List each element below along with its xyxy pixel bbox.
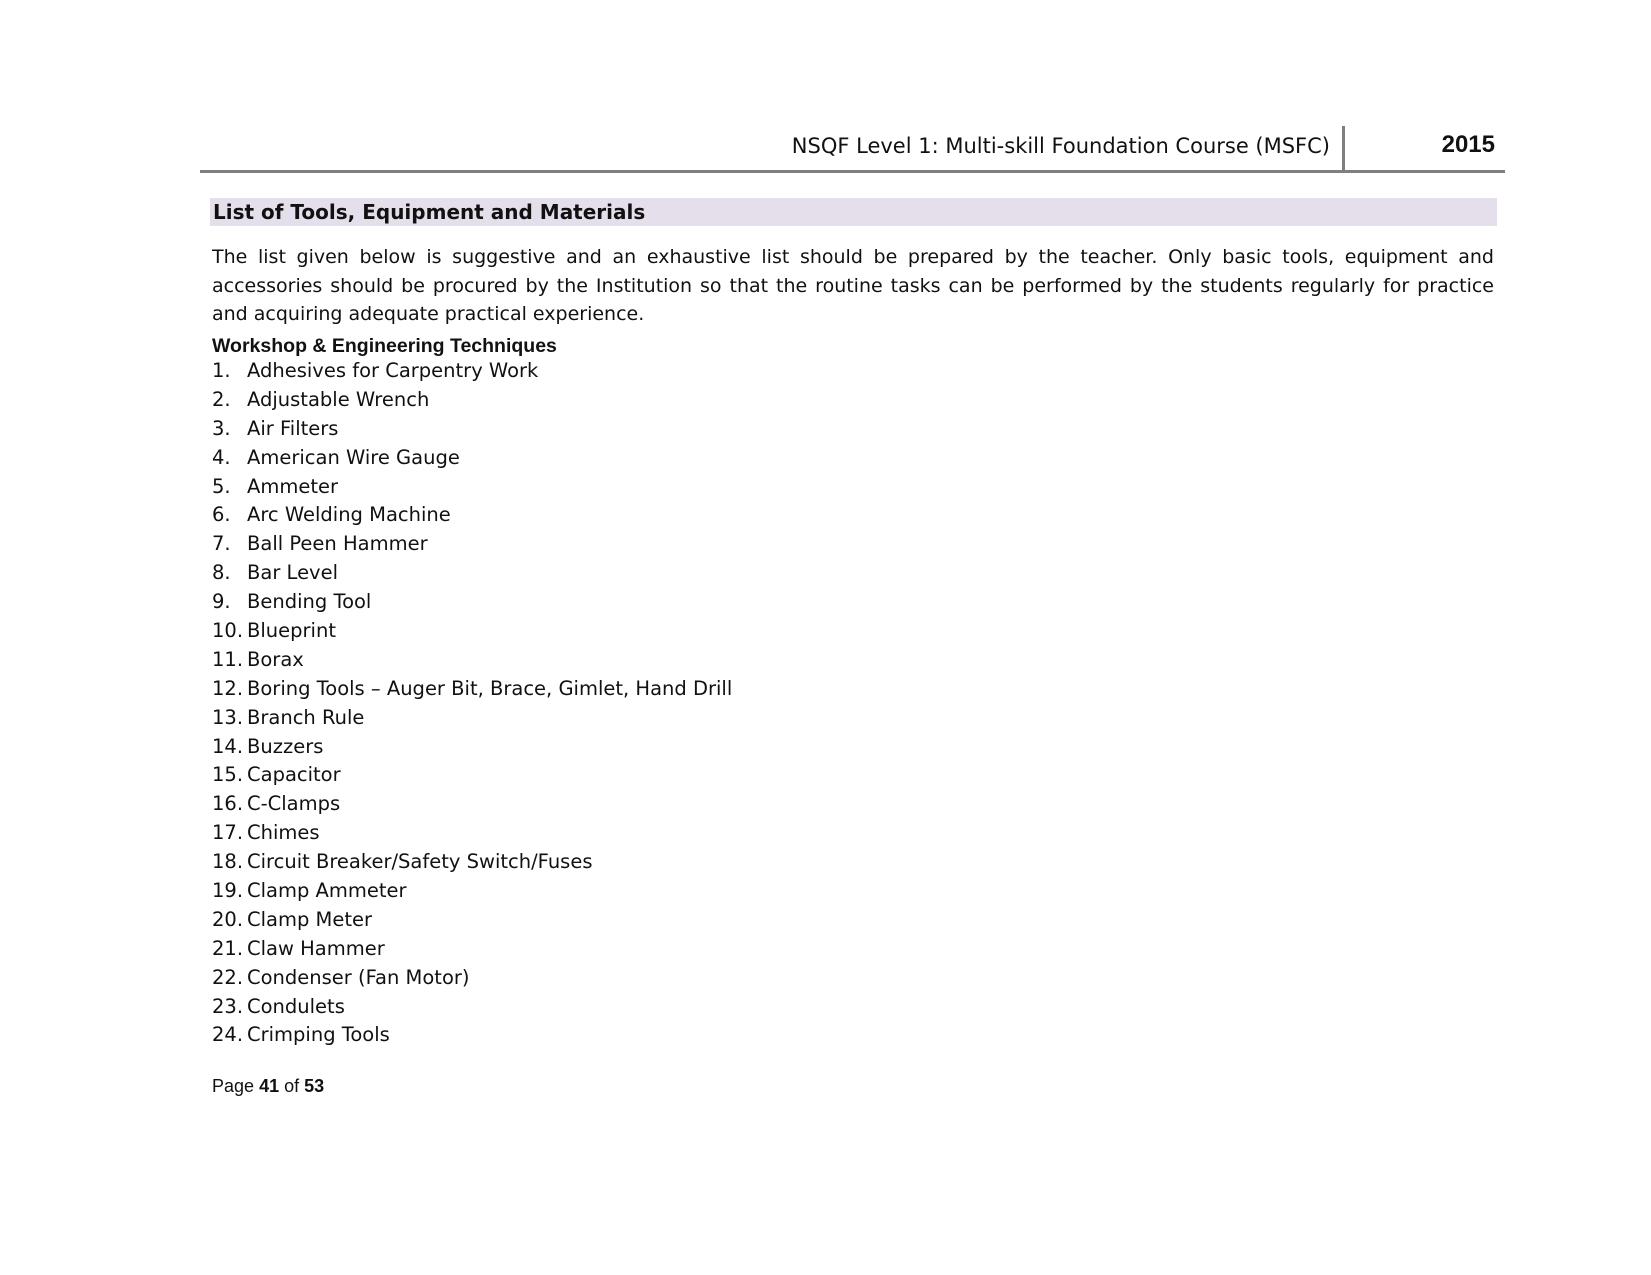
list-item bbox=[212, 704, 732, 733]
list-item-text: Capacitor bbox=[247, 763, 341, 787]
list-item bbox=[212, 906, 732, 935]
course-title: NSQF Level 1: Multi-skill Foundation Course (MSFC) bbox=[791, 134, 1330, 158]
list-item-text: Bending Tool bbox=[247, 590, 372, 614]
list-item-text: Branch Rule bbox=[247, 705, 365, 729]
workshop-heading: Workshop & Engineering Techniques bbox=[212, 335, 557, 357]
page-footer bbox=[212, 1074, 324, 1098]
list-item-number: 11. bbox=[212, 647, 244, 671]
list-item bbox=[212, 530, 732, 559]
header-divider bbox=[1342, 126, 1345, 170]
list-item-text: Bar Level bbox=[247, 561, 339, 585]
list-item bbox=[212, 473, 732, 502]
list-item-number: 17. bbox=[212, 821, 244, 845]
list-item bbox=[212, 733, 732, 762]
intro-paragraph: The list given below is suggestive and an exhaustive list should be prepared by the teacher. Only basic tools, equipment and accessories should be procured by the Institution so that the routine tasks can be performed by the students regularly for practice and acquiring adequate practical experience. bbox=[212, 246, 1494, 325]
list-item bbox=[212, 790, 732, 819]
list-item-number: 23. bbox=[212, 994, 244, 1018]
list-item-number: 8. bbox=[212, 561, 231, 585]
list-item bbox=[212, 559, 732, 588]
list-item bbox=[212, 357, 732, 386]
list-item-number: 18. bbox=[212, 850, 244, 874]
list-item-text: Condulets bbox=[247, 994, 345, 1018]
list-item-number: 13. bbox=[212, 705, 244, 729]
list-item-number: 12. bbox=[212, 676, 244, 700]
list-item-number: 2. bbox=[212, 387, 231, 411]
list-item bbox=[212, 415, 732, 444]
list-item bbox=[212, 848, 732, 877]
list-item bbox=[212, 819, 732, 848]
footer-page-number: 41 bbox=[259, 1076, 280, 1096]
list-item-number: 20. bbox=[212, 907, 244, 931]
list-item-text: Adhesives for Carpentry Work bbox=[247, 359, 539, 382]
page-header bbox=[200, 124, 1505, 173]
list-item-text: Boring Tools – Auger Bit, Brace, Gimlet, Hand Drill bbox=[247, 676, 733, 700]
list-item-number: 22. bbox=[212, 965, 244, 989]
list-item-text: Borax bbox=[247, 647, 304, 671]
list-item-number: 4. bbox=[212, 445, 231, 469]
list-item-number: 9. bbox=[212, 590, 231, 614]
list-item-text: Arc Welding Machine bbox=[247, 503, 451, 527]
list-item-text: Ball Peen Hammer bbox=[247, 532, 428, 556]
list-item-text: Buzzers bbox=[247, 734, 324, 758]
list-item bbox=[212, 588, 732, 617]
footer-page-word: Page bbox=[212, 1076, 255, 1096]
list-item-text: Adjustable Wrench bbox=[247, 387, 430, 411]
list-item bbox=[212, 993, 732, 1022]
list-item-number: 7. bbox=[212, 532, 231, 556]
list-item-text: C-Clamps bbox=[247, 792, 341, 816]
list-item-text: American Wire Gauge bbox=[247, 445, 460, 469]
list-item-text: Clamp Meter bbox=[247, 907, 373, 931]
list-item bbox=[212, 675, 732, 704]
list-item-number: 15. bbox=[212, 763, 244, 787]
list-item-number: 6. bbox=[212, 503, 231, 527]
header-year: 2015 bbox=[1441, 131, 1495, 158]
list-item-number: 3. bbox=[212, 416, 231, 440]
list-item-number: 5. bbox=[212, 474, 231, 498]
list-item-number: 21. bbox=[212, 936, 244, 960]
list-item bbox=[212, 444, 732, 473]
list-item bbox=[212, 935, 732, 964]
list-item-text: Air Filters bbox=[247, 416, 339, 440]
list-item-number: 10. bbox=[212, 619, 244, 643]
list-item bbox=[212, 877, 732, 906]
list-item-number: 14. bbox=[212, 734, 244, 758]
list-item bbox=[212, 617, 732, 646]
list-item-text: Crimping Tools bbox=[247, 1023, 390, 1047]
list-item-text: Chimes bbox=[247, 821, 320, 845]
footer-page-total: 53 bbox=[304, 1076, 325, 1096]
section-title: List of Tools, Equipment and Materials bbox=[210, 198, 1497, 226]
list-item-number: 19. bbox=[212, 879, 244, 903]
list-item-number: 24. bbox=[212, 1023, 244, 1047]
list-item bbox=[212, 1021, 732, 1050]
list-item-text: Ammeter bbox=[247, 474, 338, 498]
list-item bbox=[212, 386, 732, 415]
list-item-text: Circuit Breaker/Safety Switch/Fuses bbox=[247, 850, 593, 874]
list-item-number: 1. bbox=[212, 359, 231, 382]
list-item-text: Claw Hammer bbox=[247, 936, 385, 960]
list-item bbox=[212, 964, 732, 993]
list-item-text: Condenser (Fan Motor) bbox=[247, 965, 470, 989]
list-item-text: Clamp Ammeter bbox=[247, 879, 407, 903]
tools-list bbox=[212, 357, 732, 1050]
list-item-number: 16. bbox=[212, 792, 244, 816]
list-item bbox=[212, 501, 732, 530]
list-item-text: Blueprint bbox=[247, 619, 336, 643]
list-item bbox=[212, 646, 732, 675]
footer-of-word: of bbox=[284, 1076, 300, 1096]
list-item bbox=[212, 761, 732, 790]
